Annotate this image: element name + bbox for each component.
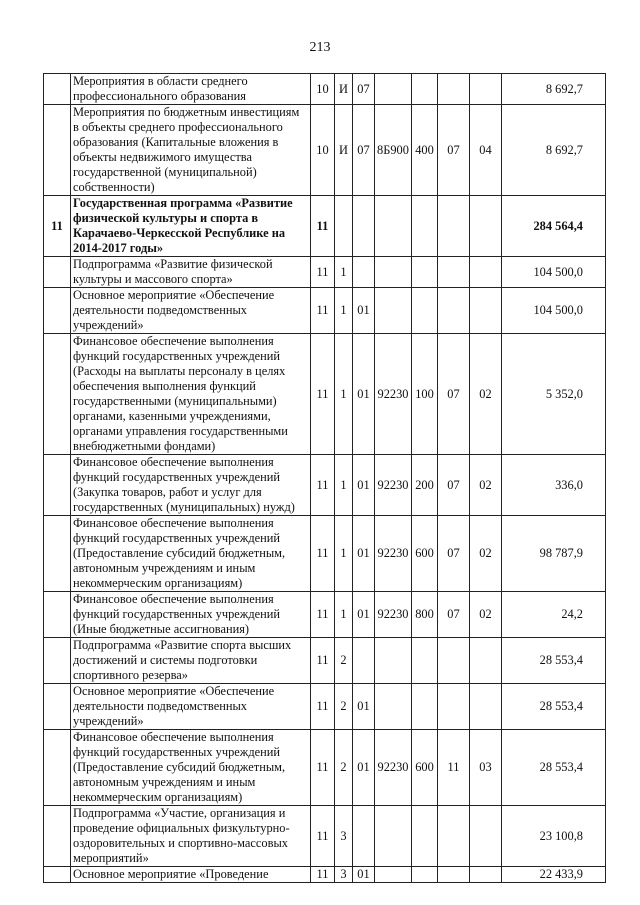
expense-type-cell: [412, 257, 438, 288]
subsection-cell: 04: [470, 105, 502, 196]
program-code-cell: 11: [311, 638, 335, 684]
direction-code-cell: 92230: [375, 334, 412, 455]
direction-code-cell: [375, 684, 412, 730]
subsection-cell: 02: [470, 592, 502, 638]
program-code-cell: 11: [311, 730, 335, 806]
activity-code-cell: 01: [353, 592, 375, 638]
expense-type-cell: 600: [412, 516, 438, 592]
expense-type-cell: [412, 638, 438, 684]
direction-code-cell: 92230: [375, 730, 412, 806]
section-cell: [438, 257, 470, 288]
activity-code-cell: [353, 806, 375, 867]
item-name-cell: Подпрограмма «Развитие спорта высших достижений и системы подготовки спортивного резерва»: [71, 638, 311, 684]
row-number-cell: [44, 592, 71, 638]
item-name-cell: Основное мероприятие «Обеспечение деятельности подведомственных учреждений»: [71, 684, 311, 730]
item-name-cell: Финансовое обеспечение выполнения функций государственных учреждений (Закупка товаров, работ и услуг для государственных (муниципальных) нужд): [71, 455, 311, 516]
program-code-cell: 11: [311, 288, 335, 334]
program-code-cell: 11: [311, 806, 335, 867]
program-code-cell: 11: [311, 257, 335, 288]
program-code-cell: 10: [311, 105, 335, 196]
row-number-cell: [44, 684, 71, 730]
activity-code-cell: 01: [353, 288, 375, 334]
activity-code-cell: 07: [353, 74, 375, 105]
expense-type-cell: [412, 806, 438, 867]
expense-type-cell: [412, 196, 438, 257]
subprogram-code-cell: 2: [335, 730, 353, 806]
amount-cell: 22 433,9: [502, 867, 606, 883]
expense-type-cell: [412, 867, 438, 883]
item-name-cell: Финансовое обеспечение выполнения функций государственных учреждений (Предоставление субсидий бюджетным, автономным учреждениям и иным некоммерческим организациям): [71, 516, 311, 592]
expense-type-cell: [412, 288, 438, 334]
direction-code-cell: 92230: [375, 455, 412, 516]
subprogram-code-cell: И: [335, 74, 353, 105]
program-code-cell: 10: [311, 74, 335, 105]
activity-code-cell: [353, 638, 375, 684]
amount-cell: 8 692,7: [502, 74, 606, 105]
section-cell: [438, 288, 470, 334]
section-cell: [438, 684, 470, 730]
section-cell: [438, 638, 470, 684]
direction-code-cell: [375, 196, 412, 257]
subprogram-code-cell: 1: [335, 516, 353, 592]
row-number-cell: [44, 257, 71, 288]
program-code-cell: 11: [311, 867, 335, 883]
expense-type-cell: 800: [412, 592, 438, 638]
item-name-cell: Мероприятия по бюджетным инвестициям в объекты среднего профессионального образования (Капитальные вложения в объекты недвижимого имущества государственной (муниципальной) собственности): [71, 105, 311, 196]
row-number-cell: [44, 74, 71, 105]
activity-code-cell: 01: [353, 455, 375, 516]
item-name-cell: Финансовое обеспечение выполнения функций государственных учреждений (Иные бюджетные ассигнования): [71, 592, 311, 638]
activity-code-cell: 01: [353, 684, 375, 730]
subsection-cell: [470, 867, 502, 883]
activity-code-cell: 07: [353, 105, 375, 196]
item-name-cell: Подпрограмма «Участие, организация и проведение официальных физкультурно-оздоровительных и спортивно-массовых мероприятий»: [71, 806, 311, 867]
amount-cell: 28 553,4: [502, 638, 606, 684]
expense-type-cell: 600: [412, 730, 438, 806]
table-row: [44, 257, 606, 288]
amount-cell: 284 564,4: [502, 196, 606, 257]
amount-cell: 8 692,7: [502, 105, 606, 196]
row-number-cell: [44, 455, 71, 516]
activity-code-cell: 01: [353, 334, 375, 455]
table-row: [44, 867, 606, 883]
subsection-cell: [470, 257, 502, 288]
item-name-cell: Мероприятия в области среднего профессионального образования: [71, 74, 311, 105]
subprogram-code-cell: 1: [335, 592, 353, 638]
expense-type-cell: [412, 74, 438, 105]
program-code-cell: 11: [311, 196, 335, 257]
section-cell: [438, 196, 470, 257]
expense-type-cell: 100: [412, 334, 438, 455]
table-row: [44, 196, 606, 257]
table-row: [44, 516, 606, 592]
subsection-cell: [470, 806, 502, 867]
item-name-cell: Основное мероприятие «Проведение: [71, 867, 311, 883]
direction-code-cell: [375, 257, 412, 288]
program-code-cell: 11: [311, 516, 335, 592]
subsection-cell: [470, 74, 502, 105]
section-cell: [438, 867, 470, 883]
item-name-cell: Подпрограмма «Развитие физической культуры и массового спорта»: [71, 257, 311, 288]
table-row: [44, 592, 606, 638]
amount-cell: 23 100,8: [502, 806, 606, 867]
amount-cell: 98 787,9: [502, 516, 606, 592]
row-number-cell: 11: [44, 196, 71, 257]
section-cell: 07: [438, 455, 470, 516]
row-number-cell: [44, 867, 71, 883]
subprogram-code-cell: 1: [335, 288, 353, 334]
section-cell: 07: [438, 592, 470, 638]
subprogram-code-cell: [335, 196, 353, 257]
program-code-cell: 11: [311, 592, 335, 638]
amount-cell: 5 352,0: [502, 334, 606, 455]
section-cell: [438, 74, 470, 105]
amount-cell: 28 553,4: [502, 730, 606, 806]
subsection-cell: 03: [470, 730, 502, 806]
item-name-cell: Основное мероприятие «Обеспечение деятельности подведомственных учреждений»: [71, 288, 311, 334]
direction-code-cell: [375, 288, 412, 334]
row-number-cell: [44, 334, 71, 455]
row-number-cell: [44, 806, 71, 867]
section-cell: 07: [438, 105, 470, 196]
row-number-cell: [44, 105, 71, 196]
subsection-cell: 02: [470, 516, 502, 592]
table-row: [44, 74, 606, 105]
page-number: 213: [309, 40, 331, 55]
table-row: [44, 684, 606, 730]
expense-type-cell: 400: [412, 105, 438, 196]
subsection-cell: 02: [470, 334, 502, 455]
direction-code-cell: [375, 867, 412, 883]
subprogram-code-cell: 1: [335, 257, 353, 288]
subsection-cell: [470, 196, 502, 257]
subprogram-code-cell: 1: [335, 455, 353, 516]
section-cell: [438, 806, 470, 867]
item-name-cell: Финансовое обеспечение выполнения функций государственных учреждений (Расходы на выплаты персоналу в целях обеспечения выполнения функций государственными (муниципальными) органами, казенными учреждениями, органами управления государственными внебюджетными фондами): [71, 334, 311, 455]
subsection-cell: [470, 638, 502, 684]
row-number-cell: [44, 516, 71, 592]
section-cell: 07: [438, 334, 470, 455]
row-number-cell: [44, 730, 71, 806]
direction-code-cell: 92230: [375, 592, 412, 638]
budget-table: [43, 73, 606, 883]
expense-type-cell: 200: [412, 455, 438, 516]
subsection-cell: [470, 288, 502, 334]
subprogram-code-cell: 1: [335, 334, 353, 455]
item-name-cell: Государственная программа «Развитие физической культуры и спорта в Карачаево-Черкесской Республике на 2014-2017 годы»: [71, 196, 311, 257]
table-row: [44, 105, 606, 196]
activity-code-cell: 01: [353, 867, 375, 883]
section-cell: 07: [438, 516, 470, 592]
amount-cell: 104 500,0: [502, 288, 606, 334]
amount-cell: 336,0: [502, 455, 606, 516]
table-row: [44, 638, 606, 684]
amount-cell: 24,2: [502, 592, 606, 638]
table-row: [44, 730, 606, 806]
activity-code-cell: [353, 257, 375, 288]
direction-code-cell: [375, 74, 412, 105]
amount-cell: 28 553,4: [502, 684, 606, 730]
section-cell: 11: [438, 730, 470, 806]
subprogram-code-cell: И: [335, 105, 353, 196]
subprogram-code-cell: 2: [335, 684, 353, 730]
program-code-cell: 11: [311, 455, 335, 516]
subsection-cell: 02: [470, 455, 502, 516]
item-name-cell: Финансовое обеспечение выполнения функций государственных учреждений (Предоставление субсидий бюджетным, автономным учреждениям и иным некоммерческим организациям): [71, 730, 311, 806]
activity-code-cell: [353, 196, 375, 257]
row-number-cell: [44, 638, 71, 684]
activity-code-cell: 01: [353, 516, 375, 592]
program-code-cell: 11: [311, 334, 335, 455]
table-row: [44, 288, 606, 334]
direction-code-cell: [375, 638, 412, 684]
table-body: [44, 74, 606, 883]
subsection-cell: [470, 684, 502, 730]
subprogram-code-cell: 2: [335, 638, 353, 684]
direction-code-cell: 8Б900: [375, 105, 412, 196]
table-row: [44, 334, 606, 455]
expense-type-cell: [412, 684, 438, 730]
row-number-cell: [44, 288, 71, 334]
amount-cell: 104 500,0: [502, 257, 606, 288]
activity-code-cell: 01: [353, 730, 375, 806]
direction-code-cell: 92230: [375, 516, 412, 592]
table-row: [44, 455, 606, 516]
direction-code-cell: [375, 806, 412, 867]
subprogram-code-cell: 3: [335, 806, 353, 867]
program-code-cell: 11: [311, 684, 335, 730]
table-row: [44, 806, 606, 867]
subprogram-code-cell: 3: [335, 867, 353, 883]
